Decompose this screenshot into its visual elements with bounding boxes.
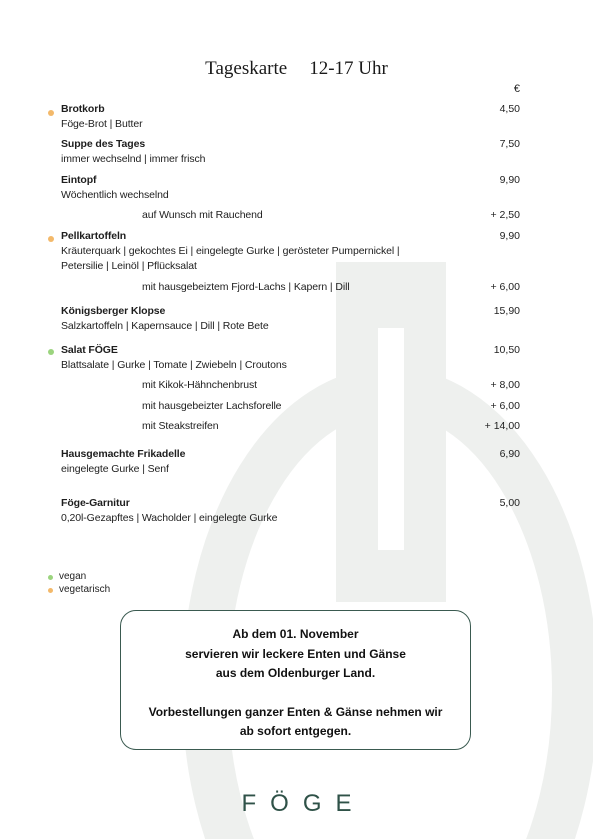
brand-logo: FÖGE bbox=[241, 790, 366, 817]
notice-line: servieren wir leckere Enten und Gänse bbox=[185, 646, 406, 661]
menu-item-desc-continued: Petersilie | Leinöl | Pflücksalat bbox=[61, 260, 197, 272]
menu-item-price: 7,50 bbox=[499, 138, 520, 150]
menu-item-name: Hausgemachte Frikadelle bbox=[61, 448, 186, 460]
legend-vegetarian-dot-icon bbox=[48, 588, 53, 593]
addon-label: mit hausgebeiztem Fjord-Lachs | Kapern | Dill bbox=[142, 281, 350, 293]
legend-vegetarian: vegetarisch bbox=[59, 584, 111, 595]
menu-item-desc: Wöchentlich wechselnd bbox=[61, 189, 169, 201]
menu-item-desc: eingelegte Gurke | Senf bbox=[61, 463, 169, 475]
menu-item-desc: Kräuterquark | gekochtes Ei | eingelegte Gurke | gerösteter Pumpernickel | bbox=[61, 245, 400, 257]
menu-item-desc: 0,20l-Gezapftes | Wacholder | eingelegte Gurke bbox=[61, 512, 278, 524]
addon-price: + 14,00 bbox=[484, 420, 520, 432]
vegetarian-dot-icon bbox=[48, 110, 54, 116]
title-text: Tageskarte bbox=[205, 58, 288, 79]
menu-item-price: 4,50 bbox=[499, 103, 520, 115]
legend-vegan-dot-icon bbox=[48, 575, 53, 580]
menu-item-price: 9,90 bbox=[499, 230, 520, 242]
notice-line: Vorbestellungen ganzer Enten & Gänse nehmen wir bbox=[148, 704, 443, 719]
currency-symbol: € bbox=[513, 83, 520, 95]
addon-label: mit Kikok-Hähnchenbrust bbox=[142, 379, 257, 391]
notice-line: Ab dem 01. November bbox=[232, 627, 359, 641]
notice-line: ab sofort entgegen. bbox=[239, 724, 352, 738]
addon-label: auf Wunsch mit Rauchend bbox=[142, 209, 263, 221]
menu-item-name: Suppe des Tages bbox=[61, 138, 146, 150]
legend-vegan: vegan bbox=[59, 571, 87, 582]
menu-item-name: Salat FÖGE bbox=[61, 344, 118, 356]
hours-text: 12-17 Uhr bbox=[309, 58, 388, 79]
menu-item-desc: Föge-Brot | Butter bbox=[61, 118, 143, 130]
menu-item-desc: Salzkartoffeln | Kapernsauce | Dill | Rote Bete bbox=[61, 320, 269, 332]
addon-price: + 6,00 bbox=[490, 400, 520, 412]
menu-item-price: 5,00 bbox=[499, 497, 520, 509]
menu-item-name: Eintopf bbox=[61, 174, 97, 186]
menu-item-name: Pellkartoffeln bbox=[61, 230, 127, 242]
addon-price: + 2,50 bbox=[490, 209, 520, 221]
vegetarian-dot-icon bbox=[48, 236, 54, 242]
menu-item-price: 10,50 bbox=[493, 344, 520, 356]
addon-label: mit Steakstreifen bbox=[142, 420, 219, 432]
vegan-dot-icon bbox=[48, 349, 54, 355]
notice-line: aus dem Oldenburger Land. bbox=[215, 666, 376, 680]
menu-item-name: Brotkorb bbox=[61, 103, 105, 115]
notice-box bbox=[120, 610, 471, 750]
menu-item-desc: Blattsalate | Gurke | Tomate | Zwiebeln | Croutons bbox=[61, 359, 287, 371]
addon-price: + 6,00 bbox=[490, 281, 520, 293]
menu-item-name: Königsberger Klopse bbox=[61, 305, 166, 317]
menu-item-name: Föge-Garnitur bbox=[61, 497, 130, 509]
menu-item-price: 6,90 bbox=[499, 448, 520, 460]
page-title bbox=[0, 58, 593, 80]
menu-item-desc: immer wechselnd | immer frisch bbox=[61, 153, 206, 165]
addon-label: mit hausgebeizter Lachsforelle bbox=[142, 400, 282, 412]
addon-price: + 8,00 bbox=[490, 379, 520, 391]
menu-item-price: 15,90 bbox=[493, 305, 520, 317]
menu-item-price: 9,90 bbox=[499, 174, 520, 186]
